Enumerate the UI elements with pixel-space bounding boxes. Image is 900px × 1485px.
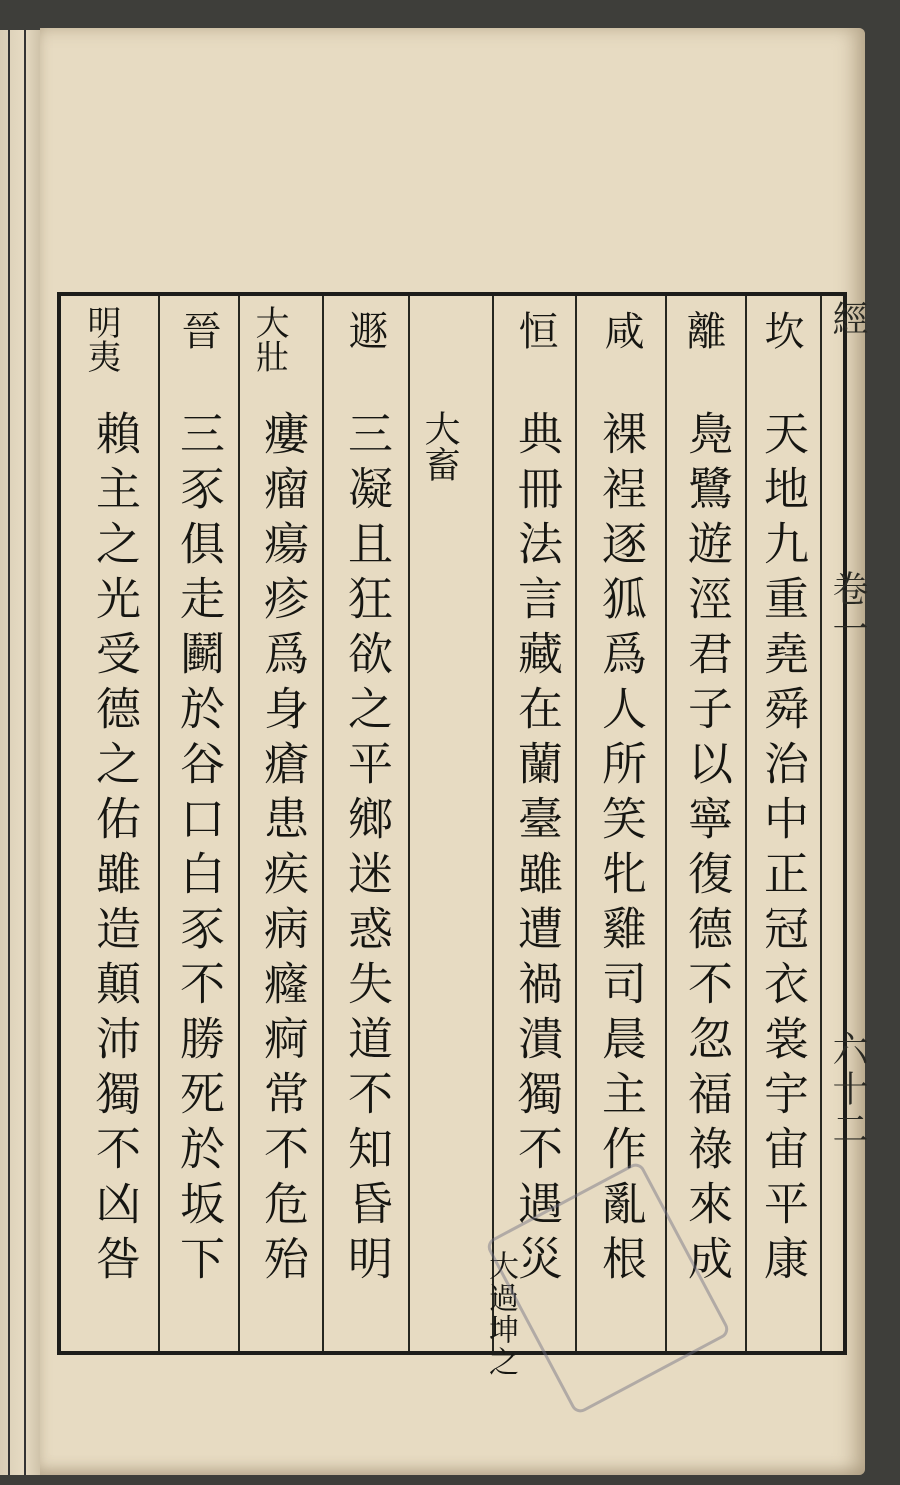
previous-page-edge — [0, 30, 42, 1475]
verse-column: 鳧鷺遊涇君子以寧復德不忽福祿來成 — [680, 410, 733, 1290]
column-rule — [492, 296, 494, 1351]
column-rule — [408, 296, 410, 1351]
verse-column: 裸裎逐狐爲人所笑牝雞司晨主作亂根 — [594, 410, 647, 1290]
verse-column: 天地九重堯舜治中正冠衣裳宇宙平康 — [756, 410, 809, 1290]
hexagram-name: 遯 — [342, 310, 388, 350]
hexagram-name: 晉 — [175, 310, 221, 350]
verse-column: 典冊法言藏在蘭臺雖遭禍潰獨不遇災 — [510, 410, 563, 1290]
hexagram-name: 明夷 — [81, 305, 121, 373]
column-rule — [745, 296, 747, 1351]
hexagram-name: 恒 — [512, 310, 558, 350]
hexagram-name: 大壯 — [249, 305, 289, 373]
book-title: 經 — [827, 300, 868, 340]
verse-column: 賴主之光受德之佑雖造顛沛獨不凶咎 — [88, 410, 141, 1290]
hexagram-name: 大畜 — [419, 410, 460, 482]
column-rule — [322, 296, 324, 1351]
verse-column: 三凝且狂欲之平鄉迷惑失道不知昏明 — [340, 410, 393, 1290]
hexagram-name: 離 — [680, 310, 726, 350]
border-rule — [8, 30, 10, 1475]
hexagram-name: 咸 — [598, 310, 644, 350]
interlinear-note: 大過坤之 — [483, 1250, 518, 1378]
page-number: 六十二 — [827, 1030, 868, 1150]
verse-column: 三豕俱走鬬於谷口白豕不勝死於坂下 — [172, 410, 225, 1290]
verse-column: 瘻瘤瘍疹爲身瘡患疾病癃痾常不危殆 — [256, 410, 309, 1290]
column-rule — [820, 296, 822, 1351]
juan-label: 卷一 — [827, 570, 868, 650]
border-rule — [24, 30, 26, 1475]
hexagram-name: 坎 — [758, 310, 804, 350]
column-rule — [665, 296, 667, 1351]
column-rule — [238, 296, 240, 1351]
column-rule — [158, 296, 160, 1351]
